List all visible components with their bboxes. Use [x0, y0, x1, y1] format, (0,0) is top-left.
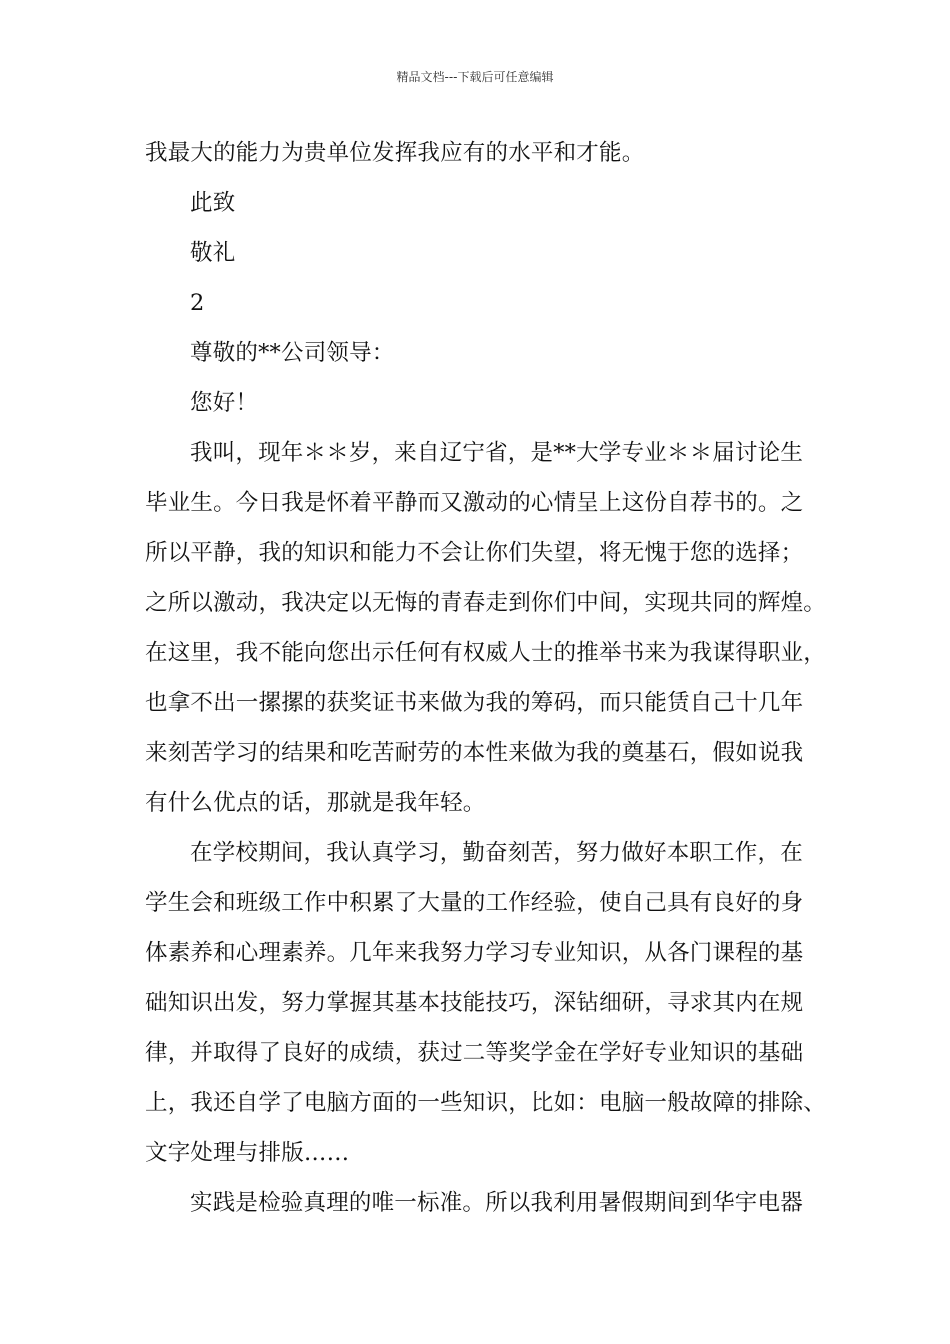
text-line: 有什么优点的话，那就是我年轻。	[145, 790, 486, 816]
closing-salutation: 此致	[190, 190, 236, 216]
text-line: 体素养和心理素养。几年来我努力学习专业知识，从各门课程的基	[145, 940, 804, 966]
letter-greeting: 尊敬的**公司领导：	[190, 340, 395, 366]
text-line: 实践是检验真理的唯一标准。所以我利用暑假期间到华宇电器	[190, 1190, 803, 1216]
text-line: 学生会和班级工作中积累了大量的工作经验，使自己具有良好的身	[145, 890, 804, 916]
text-line: 我最大的能力为贵单位发挥我应有的水平和才能。	[145, 140, 645, 166]
text-line: 础知识出发，努力掌握其基本技能技巧，深钻细研，寻求其内在规	[145, 990, 804, 1016]
letter-hello: 您好！	[190, 390, 259, 416]
text-line: 也拿不出一摞摞的获奖证书来做为我的筹码，而只能赁自己十几年	[145, 690, 804, 716]
letter-body	[145, 128, 827, 1228]
text-line: 之所以激动，我决定以无悔的青春走到你们中间，实现共同的辉煌。	[145, 590, 827, 616]
text-line: 在学校期间，我认真学习，勤奋刻苦，努力做好本职工作，在	[190, 840, 803, 866]
text-line: 上，我还自学了电脑方面的一些知识，比如：电脑一般故障的排除、	[145, 1090, 827, 1116]
text-line: 律，并取得了良好的成绩，获过二等奖学金在学好专业知识的基础	[145, 1040, 804, 1066]
text-line: 我叫，现年＊＊岁，来自辽宁省，是**大学专业＊＊届讨论生	[190, 440, 804, 466]
text-line: 来刻苦学习的结果和吃苦耐劳的本性来做为我的奠基石，假如说我	[145, 740, 804, 766]
closing-regards: 敬礼	[190, 240, 236, 266]
text-line: 毕业生。今日我是怀着平静而又激动的心情呈上这份自荐书的。之	[145, 490, 804, 516]
text-line: 所以平静，我的知识和能力不会让你们失望，将无愧于您的选择；	[145, 540, 804, 566]
page-header: 精品文档---下载后可任意编辑	[396, 70, 554, 84]
section-number: 2	[190, 290, 205, 316]
text-line: 文字处理与排版……	[145, 1140, 350, 1166]
text-line: 在这里，我不能向您出示任何有权威人士的推举书来为我谋得职业，	[145, 640, 827, 666]
